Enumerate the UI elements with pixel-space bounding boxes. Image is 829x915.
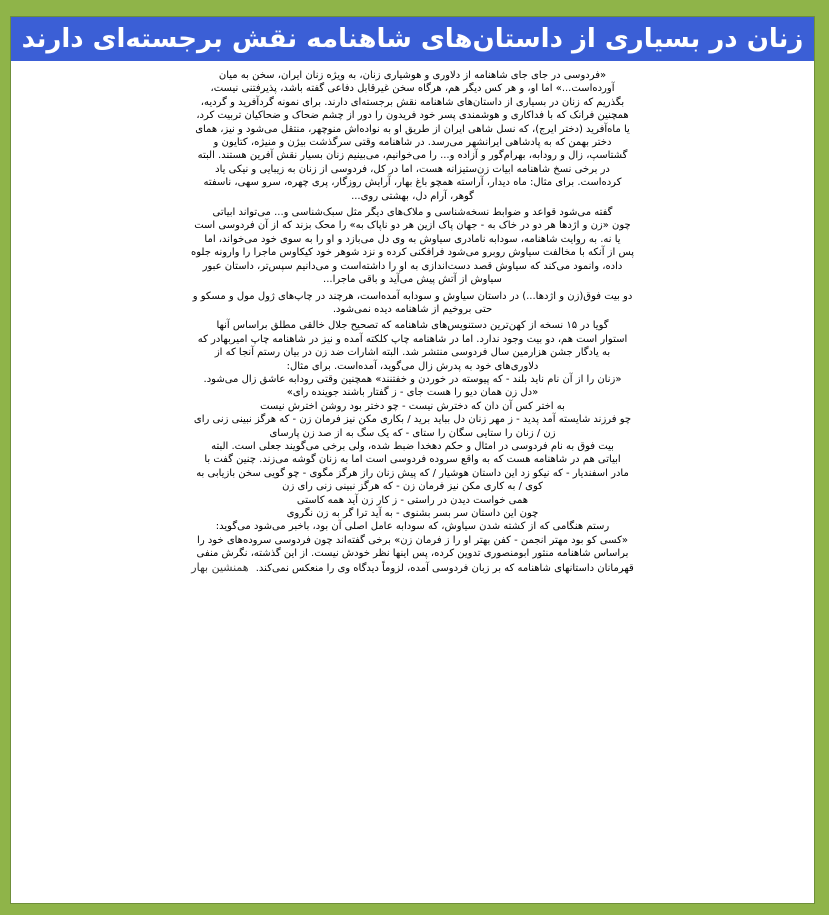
text-line: چون «زن و اژدها هر دو در خاک به - جهان پاک ازین هر دو ناپاک به» را محک بزند که از آن فردوسی است <box>194 220 631 232</box>
text-line: استوار است هم، دو بیت وجود ندارد. اما در شاهنامه چاپ کلکته آمده و نیز در شاهنامه چاپ امیربهادر که <box>197 333 628 345</box>
text-line: چون این داستان سر بسر بشنوی - به آید ترا گر به زن نگروی <box>286 508 539 519</box>
text-line: چو فرزند شایسته آمد پدید - ز مهر زنان دل بباید برید / بکاری مکن نیز فرمان زن - که هرگز نبینی زنی رای <box>193 414 632 426</box>
text-line: به یادگار جشن هزارمین سال فردوسی منتشر شد. البته اشارات ضد زن در بیان رستم آنجا که از <box>214 347 611 359</box>
text-line: کوی / به کاری مکن نیز فرمان زن - که هرگز نبینی زنی رای زن <box>282 481 543 493</box>
text-line: گفته می‌شود قواعد و ضوابط نسخه‌شناسی و ملاک‌های دیگر مثل سبک‌شناسی و... می‌تواند ابیاتی <box>212 207 613 219</box>
text-line: داده، وانمود می‌کند که سیاوش قصد دست‌اندازی به او را داشته‌است و می‌دانیم سپس‌تر، داستان عبور <box>202 260 623 272</box>
text-line: سیاوش از آتش پیش می‌آید و باقی ماجرا... <box>323 274 502 286</box>
text-line: دلاوری‌های خود به پدرش زال می‌گوید، آمده‌است. برای مثال: <box>286 360 539 372</box>
text-line: «زنان را از آن نام ناید بلند - که پیوسته در خوردن و خفتنند» همچنین وقتی رودابه عاشق زال می‌شود. <box>203 373 622 385</box>
article-frame <box>10 16 815 904</box>
signature: همنشین بهار <box>191 560 249 574</box>
text-line: ابیاتی هم در شاهنامه هست که به واقع سروده فردوسی است اما به زنان گوشه می‌زند. چنین گفت با <box>204 454 621 466</box>
text-line: بگذریم که زنان در بسیاری از داستان‌های شاهنامه نقش برجسته‌ای دارند. برای نمونه گردآفرید و گردیه، <box>200 96 625 108</box>
title-bar <box>11 17 814 61</box>
text-line: کرده‌است. برای مثال: ماه دیدار، آراسته همچو باغ بهار، آرایش روزگار، پری چهره، سرو سهی، ناسفته <box>203 177 622 189</box>
paragraph <box>17 290 808 317</box>
text-line: براساس شاهنامه منثور ابومنصوری تدوین کرده، پس اینها نظر خودش نیست. از این گذشته، نگرش منفی <box>196 548 629 560</box>
text-line: «کسی کو بود مهتر انجمن - کفن بهتر او را ز فرمان زن» برخی گفته‌اند چون فردوسی سروده‌های خود را <box>197 534 628 546</box>
text-line: دو بیت فوق(زن و اژدها...) در داستان سیاوش و سودابه آمده‌است، هرچند در چاپ‌های ژول مول و مسکو و <box>192 290 633 302</box>
text-line: «فردوسی در جای جای شاهنامه از دلاوری و هوشیاری زنان، به ویژه زنان ایران، سخن به میان <box>218 70 607 81</box>
text-line: در برخی نسخ شاهنامه ابیات زن‌ستیزانه هست، اما در کل، فردوسی از زنان به زیبایی و نیکی یاد <box>215 163 610 175</box>
text-line: پس از آنکه با مخالفت سیاوش روبرو می‌شود فرافکنی کرده و نزد شوهر خود کیکاوس ماجرا را وارونه جلوه <box>191 247 634 259</box>
text-line: رستم هنگامی که از کشته شدن سیاوش، که سودابه عامل اصلی آن بود، باخبر می‌شود می‌گوید: <box>215 521 610 533</box>
text-line: همچنین فرانک که با فداکاری و هوشمندی پسر خود فریدون را دور از چشم ضحاک و ضحاکیان تربیت کرد، <box>196 110 629 122</box>
paragraph <box>17 206 808 286</box>
paragraph <box>17 319 808 575</box>
text-line: آورده‌است...» اما او، و هر کس دیگر هم، هرگاه سخن غیرقابل دفاعی گفته باشد، پذیرفتنی نیست، <box>210 83 615 95</box>
text-line: گشتاسپ، زال و رودابه، بهرام‌گور و آزاده و... را می‌خوانیم، می‌بینیم زنان بسیار نقش آفرین هستند. البته <box>197 150 628 162</box>
text-line: یا نه. به روایت شاهنامه، سودابه نامادری سیاوش به وی دل می‌بازد و او را به سوی خود می‌خواند، اما <box>204 233 621 245</box>
paragraph <box>17 69 808 203</box>
text-line: «دل زن همان دیو را هست جای - ز گفتار باشند جوینده رای» <box>286 387 539 399</box>
text-line: زن / زنان را ستایی سگان را ستای - که یک سگ به از صد زن پارسای <box>269 427 556 439</box>
text-line: گویا در ۱۵ نسخه از کهن‌ترین دستنویس‌های شاهنامه که تصحیح جلال خالقی مطلق براساس آنها <box>216 320 609 332</box>
text-line: همی خواست دیدن در راستی - ز کار زن آید همه کاستی <box>296 494 529 506</box>
text-line: گوهر، آرام دل، بهشتی روی... <box>351 190 474 202</box>
text-line: دختر بهمن که به پادشاهی ایرانشهر می‌رسد. در شاهنامه وقتی سرگذشت بیژن و منیژه، کتایون و <box>213 137 612 149</box>
text-line: بیت فوق به نام فردوسی در امثال و حکم دهخدا ضبط شده، ولی برخی می‌گویند جعلی است. البته <box>211 440 614 452</box>
text-line: قهرمانان داستانهای شاهنامه که بر زبان فردوسی آمده، لزوماً دیدگاه وی را منعکس نمی‌کند. همنشین بهار <box>191 560 634 574</box>
text-line: حتی بروخیم از شاهنامه دیده نمی‌شود. <box>332 303 493 315</box>
article-title: زنان در بسیاری از داستان‌های شاهنامه نقش برجسته‌ای دارند <box>21 24 804 54</box>
text-line: یا ماه‌آفرید (دختر ایرج)، که نسل شاهی ایران از طریق او به نواده‌اش منوچهر، منتقل می‌شود و نیز، همای <box>195 123 630 135</box>
text-line: به اختر کس آن دان که دخترش نیست - چو دختر بود روشن اخترش نیست <box>260 400 565 412</box>
article-body <box>17 69 808 903</box>
text-line: مادر اسفندیار - که نیکو زد این داستان هوشیار / که پیش زنان راز هرگز مگوی - چو گویی سخن بازیابی به <box>196 467 629 479</box>
